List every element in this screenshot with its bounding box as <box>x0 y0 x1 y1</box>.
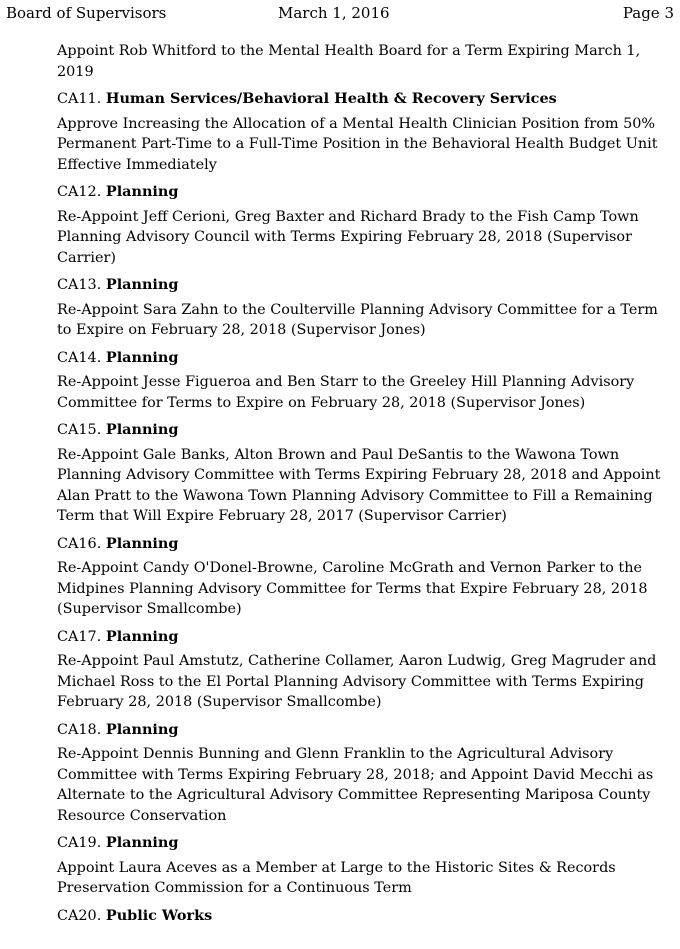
agenda-item-ca19 <box>57 833 667 899</box>
agenda-item-number: CA18. <box>57 721 102 738</box>
agenda-item-number: CA19. <box>57 835 102 851</box>
agenda-item-heading <box>57 720 667 741</box>
agenda-item-ca11 <box>57 89 667 175</box>
agenda-item-text: Re-Appoint Sara Zahn to the Coulterville Planning Advisory Committee for a Term to Expire on February 28, 2018 (Supervisor Jones) <box>57 301 658 338</box>
agenda-item-department: Public Works <box>105 906 213 924</box>
agenda-item-ca20 <box>57 906 667 927</box>
agenda-item-number: CA15. <box>57 422 102 438</box>
page-header <box>0 0 680 24</box>
agenda-item-number: CA17. <box>57 628 102 645</box>
continued-item-text: Appoint Rob Whitford to the Mental Health Board for a Term Expiring March 1, 2019 <box>57 43 641 80</box>
agenda-item-heading <box>57 906 667 927</box>
header-organization: Board of Supervisors <box>6 4 167 22</box>
agenda-item-department: Planning <box>105 348 179 366</box>
agenda-item-department: Planning <box>105 534 179 552</box>
agenda-item-heading <box>57 89 667 110</box>
agenda-item-ca18 <box>57 720 667 827</box>
agenda-item-department: Planning <box>105 627 179 645</box>
agenda-item-heading <box>57 182 667 203</box>
agenda-item-ca14 <box>57 348 667 414</box>
agenda-item-text: Re-Appoint Jesse Figueroa and Ben Starr to the Greeley Hill Planning Advisory Committee for Terms to Expire on February 28, 2018 (Supervisor Jones) <box>57 374 635 411</box>
agenda-item-ca17 <box>57 627 667 713</box>
agenda-item-number: CA11. <box>57 91 102 107</box>
header-page-number: Page 3 <box>622 4 674 22</box>
agenda-item-text: Re-Appoint Dennis Bunning and Glenn Franklin to the Agricultural Advisory Committee with Terms Expiring February 28, 2018; and Appoint David Mecchi as Alternate to the Agricultural Advisory Committee Representing Mariposa County Resource Conservation <box>57 746 654 824</box>
agenda-item-number: CA16. <box>57 535 102 552</box>
agenda-item-text: Re-Appoint Gale Banks, Alton Brown and Paul DeSantis to the Wawona Town Planning Advisory Committee with Terms Expiring February 28, 2018 and Appoint Alan Pratt to the Wawona Town Planning Advisory Committee to Fill a Remaining Term that Will Expire February 28, 2017 (Supervisor Carrier) <box>57 446 661 524</box>
agenda-item-number: CA12. <box>57 184 102 200</box>
agenda-item-number: CA13. <box>57 277 102 293</box>
agenda-content <box>57 41 667 930</box>
agenda-item-text: Approve Increasing the Allocation of a Mental Health Clinician Position from 50% Permanent Part-Time to a Full-Time Position in the Behavioral Health Budget Unit Effective Immediately <box>57 115 658 173</box>
agenda-item-heading <box>57 420 667 441</box>
agenda-item-heading <box>57 627 667 648</box>
agenda-item-heading <box>57 833 667 854</box>
agenda-item-number: CA20. <box>57 907 102 924</box>
agenda-item-ca12 <box>57 182 667 268</box>
header-date: March 1, 2016 <box>278 4 390 22</box>
agenda-item-department: Planning <box>105 834 179 851</box>
agenda-item-text: Appoint Laura Aceves as a Member at Large to the Historic Sites & Records Preservation Commission for a Continuous Term <box>57 859 616 896</box>
agenda-item-ca13 <box>57 275 667 341</box>
agenda-item-department: Planning <box>105 421 179 438</box>
agenda-item-heading <box>57 534 667 555</box>
agenda-item-heading <box>57 275 667 296</box>
agenda-item-number: CA14. <box>57 349 102 366</box>
agenda-item-ca16 <box>57 534 667 620</box>
agenda-item-department: Planning <box>105 276 179 293</box>
agenda-item-department: Human Services/Behavioral Health & Recovery Services <box>105 90 557 107</box>
agenda-item-text: Re-Appoint Jeff Cerioni, Greg Baxter and Richard Brady to the Fish Camp Town Planning Advisory Council with Terms Expiring February 28, 2018 (Supervisor Carrier) <box>57 208 639 266</box>
agenda-item-department: Planning <box>105 183 179 200</box>
agenda-item-ca15 <box>57 420 667 527</box>
agenda-item-text: Re-Appoint Paul Amstutz, Catherine Collamer, Aaron Ludwig, Greg Magruder and Michael Ross to the El Portal Planning Advisory Committee with Terms Expiring February 28, 2018 (Supervisor Smallcombe) <box>57 653 657 710</box>
agenda-item-text: Re-Appoint Candy O'Donel-Browne, Caroline McGrath and Vernon Parker to the Midpines Planning Advisory Committee for Terms that Expire February 28, 2018 (Supervisor Smallcombe) <box>57 560 648 617</box>
agenda-item-heading <box>57 348 667 369</box>
agenda-item-department: Planning <box>105 720 179 738</box>
